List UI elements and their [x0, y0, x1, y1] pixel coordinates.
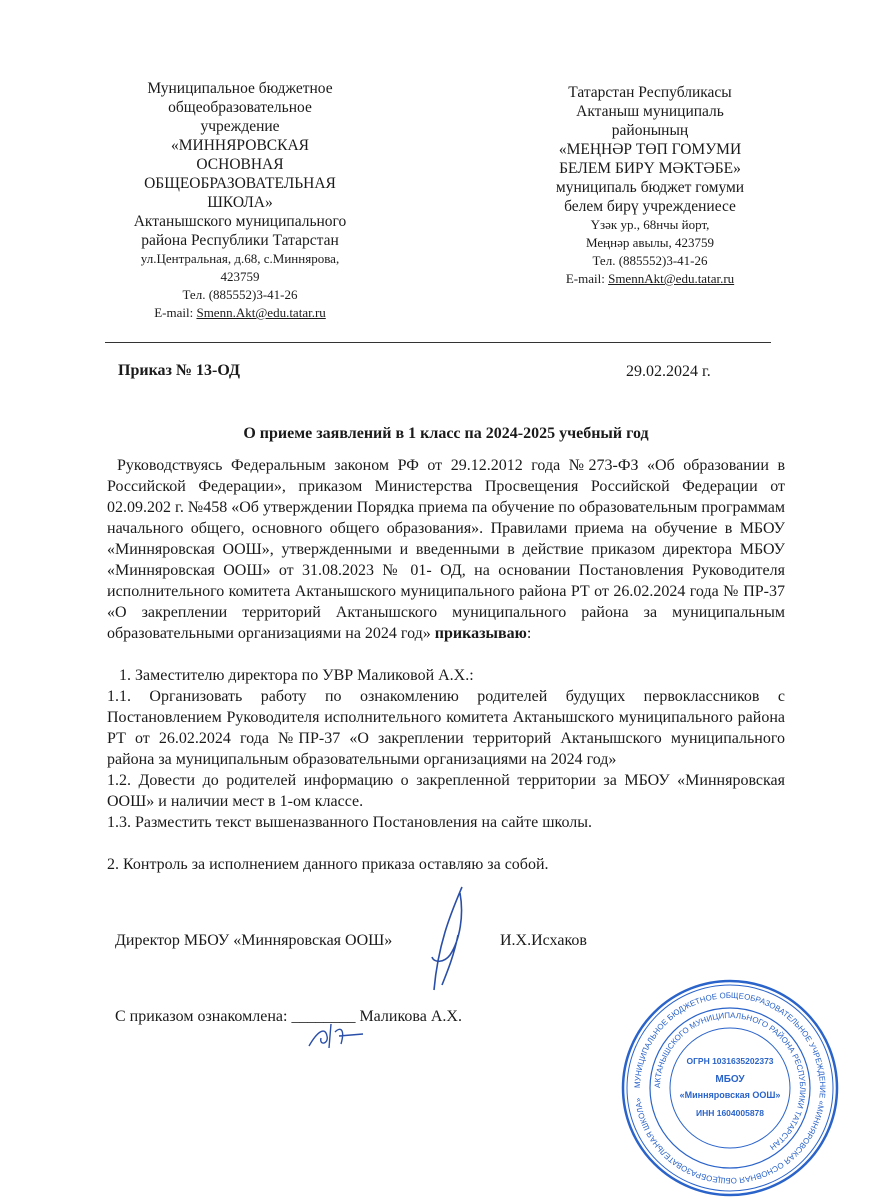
order-number: Приказ № 13-ОД	[118, 362, 241, 379]
header-line: белем бирү учреждениесе	[564, 198, 736, 215]
item-2: 2. Контроль за исполнением данного приказа оставляю за собой.	[107, 856, 549, 873]
stamp-center-1: МБОУ	[715, 1074, 745, 1085]
header-divider	[105, 342, 771, 343]
stamp-center-2: «Минняровская ООШ»	[679, 1090, 781, 1100]
header-line: ОСНОВНАЯ	[196, 156, 284, 173]
item-1: 1. Заместителю директора по УВР Маликовой А.Х.:	[119, 667, 474, 684]
header-line: районының	[611, 122, 689, 139]
stamp-inner-text: АКТАНЫШСКОГО МУНИЦИПАЛЬНОГО РАЙОНА РЕСПУБЛИКИ ТАТАРСТАН	[652, 1010, 808, 1152]
email-label: E-mail:	[154, 305, 197, 320]
header-line: общеобразовательное	[168, 99, 312, 116]
email-line	[520, 270, 780, 288]
item-1-3: 1.3. Разместить текст вышеназванного Постановления на сайте школы.	[107, 814, 593, 831]
ack-label: С приказом ознакомлена:	[115, 1008, 288, 1025]
email-link[interactable]: Smenn.Akt@edu.tatar.ru	[196, 305, 326, 320]
header-line: БЕЛЕМ БИРҮ МӘКТӘБЕ»	[559, 160, 741, 177]
item-1-2: 1.2. Довести до родителей информацию о закрепленной территории за МБОУ «Минняровская ООШ» и наличии мест в 1-ом классе.	[107, 772, 785, 810]
ack-name: Маликова А.Х.	[359, 1008, 462, 1025]
preamble-text: Руководствуясь Федеральным законом РФ от 29.12.2012 года №273-ФЗ «Об образовании в Российской Федерации», приказом Министерства Просвещения Российской Федерации от 02.09.202 г. №458 «Об утверждении Порядка приема па обучение по образовательным программам начального общего, основного общего образования». Правилами приема на обучение в МБОУ «Минняровская ООШ», утвержденными и введенными в действие приказом директора МБОУ «Минняровская ООШ» от 31.08.2023 № 01- ОД, на основании Постановления Руководителя исполнительного комитета Актанышского муниципального района РТ от 26.02.2024 года № ПР-37 «О закреплении территорий Актанышского муниципального района за муниципальным образовательными организациями на 2024 год»	[107, 457, 785, 642]
phone: Тел. (885552)3-41-26	[182, 287, 298, 302]
stamp-outer-text: МУНИЦИПАЛЬНОЕ БЮДЖЕТНОЕ ОБЩЕОБРАЗОВАТЕЛЬНОЕ УЧРЕЖДЕНИЕ «МИННЯРОВСКАЯ ОСНОВНАЯ ОБЩЕОБРАЗОВАТЕЛЬНАЯ ШКОЛА»	[632, 990, 828, 1186]
zip: 423759	[220, 269, 260, 284]
ack-signature	[305, 1022, 367, 1052]
header-line: Актанышского муниципального	[133, 213, 347, 230]
item-1-1: 1.1. Организовать работу по ознакомлению родителей будущих первоклассников с Постановлением Руководителя исполнительного комитета Актанышского муниципального района РТ от 26.02.2024 года №ПР-37 «О закреплении территорий Актанышского муниципального района за муниципальным образовательными организациями на 2024 год»	[107, 688, 785, 768]
header-line: ОБЩЕОБРАЗОВАТЕЛЬНАЯ	[144, 175, 336, 192]
header-line: Муниципальное бюджетное	[147, 80, 333, 97]
header-line: учреждение	[200, 118, 280, 135]
header-line: Татарстан Республикасы	[568, 84, 732, 101]
director-signature	[420, 885, 480, 995]
preamble-order-word: приказываю	[434, 625, 527, 642]
director-name: И.Х.Исхаков	[500, 932, 587, 949]
svg-text:МУНИЦИПАЛЬНОЕ БЮДЖЕТНОЕ ОБЩЕОБ	[633, 991, 827, 1185]
phone: Тел. (885552)3-41-26	[592, 253, 708, 268]
header-line: «МЕҢНӘР ТӨП ГОМУМИ	[558, 141, 742, 158]
preamble: Руководствуясь Федеральным законом РФ от 29.12.2012 года №273-ФЗ «Об образовании в Российской Федерации», приказом Министерства Просвещения Российской Федерации от 02.09.202 г. №458 «Об утверждении Порядка приема па обучение по образовательным программам начального общего, основного общего образования». Правилами приема на обучение в МБОУ «Минняровская ООШ», утвержденными и введенными в действие приказом директора МБОУ «Минняровская ООШ» от 31.08.2023 № 01- ОД, на основании Постановления Руководителя исполнительного комитета Актанышского муниципального района РТ от 26.02.2024 года № ПР-37 «О закреплении территорий Актанышского муниципального района за муниципальным образовательными организациями на 2024 год» приказываю:	[107, 457, 785, 642]
order-title: О приеме заявлений в 1 класс па 2024-2025 учебный год	[243, 425, 649, 442]
email-line	[110, 304, 370, 322]
address: ул.Центральная, д.68, с.Миннярова,	[140, 251, 340, 266]
school-stamp	[620, 978, 840, 1198]
header-right-tt	[520, 83, 780, 288]
email-label: E-mail:	[565, 271, 609, 286]
village: Меңнәр авылы, 423759	[586, 235, 714, 250]
address: Үзәк ур., 68нчы йорт,	[590, 217, 710, 232]
ack-blank: ________	[291, 1008, 356, 1025]
stamp-ogrn: ОГРН 1031635202373	[686, 1056, 774, 1066]
header-left-ru	[110, 79, 370, 322]
header-line: «МИННЯРОВСКАЯ	[170, 137, 309, 154]
header-line: района Республики Татарстан	[141, 232, 339, 249]
director-role: Директор МБОУ «Минняровская ООШ»	[115, 932, 393, 949]
header-line: муниципаль бюджет гомуми	[555, 179, 745, 196]
header-line: ШКОЛА»	[207, 194, 273, 211]
email-link[interactable]: SmennAkt@edu.tatar.ru	[608, 271, 735, 286]
stamp-inn: ИНН 1604005878	[695, 1108, 765, 1118]
order-date: 29.02.2024 г.	[626, 363, 711, 380]
header-line: Актаныш муниципаль	[576, 103, 724, 120]
